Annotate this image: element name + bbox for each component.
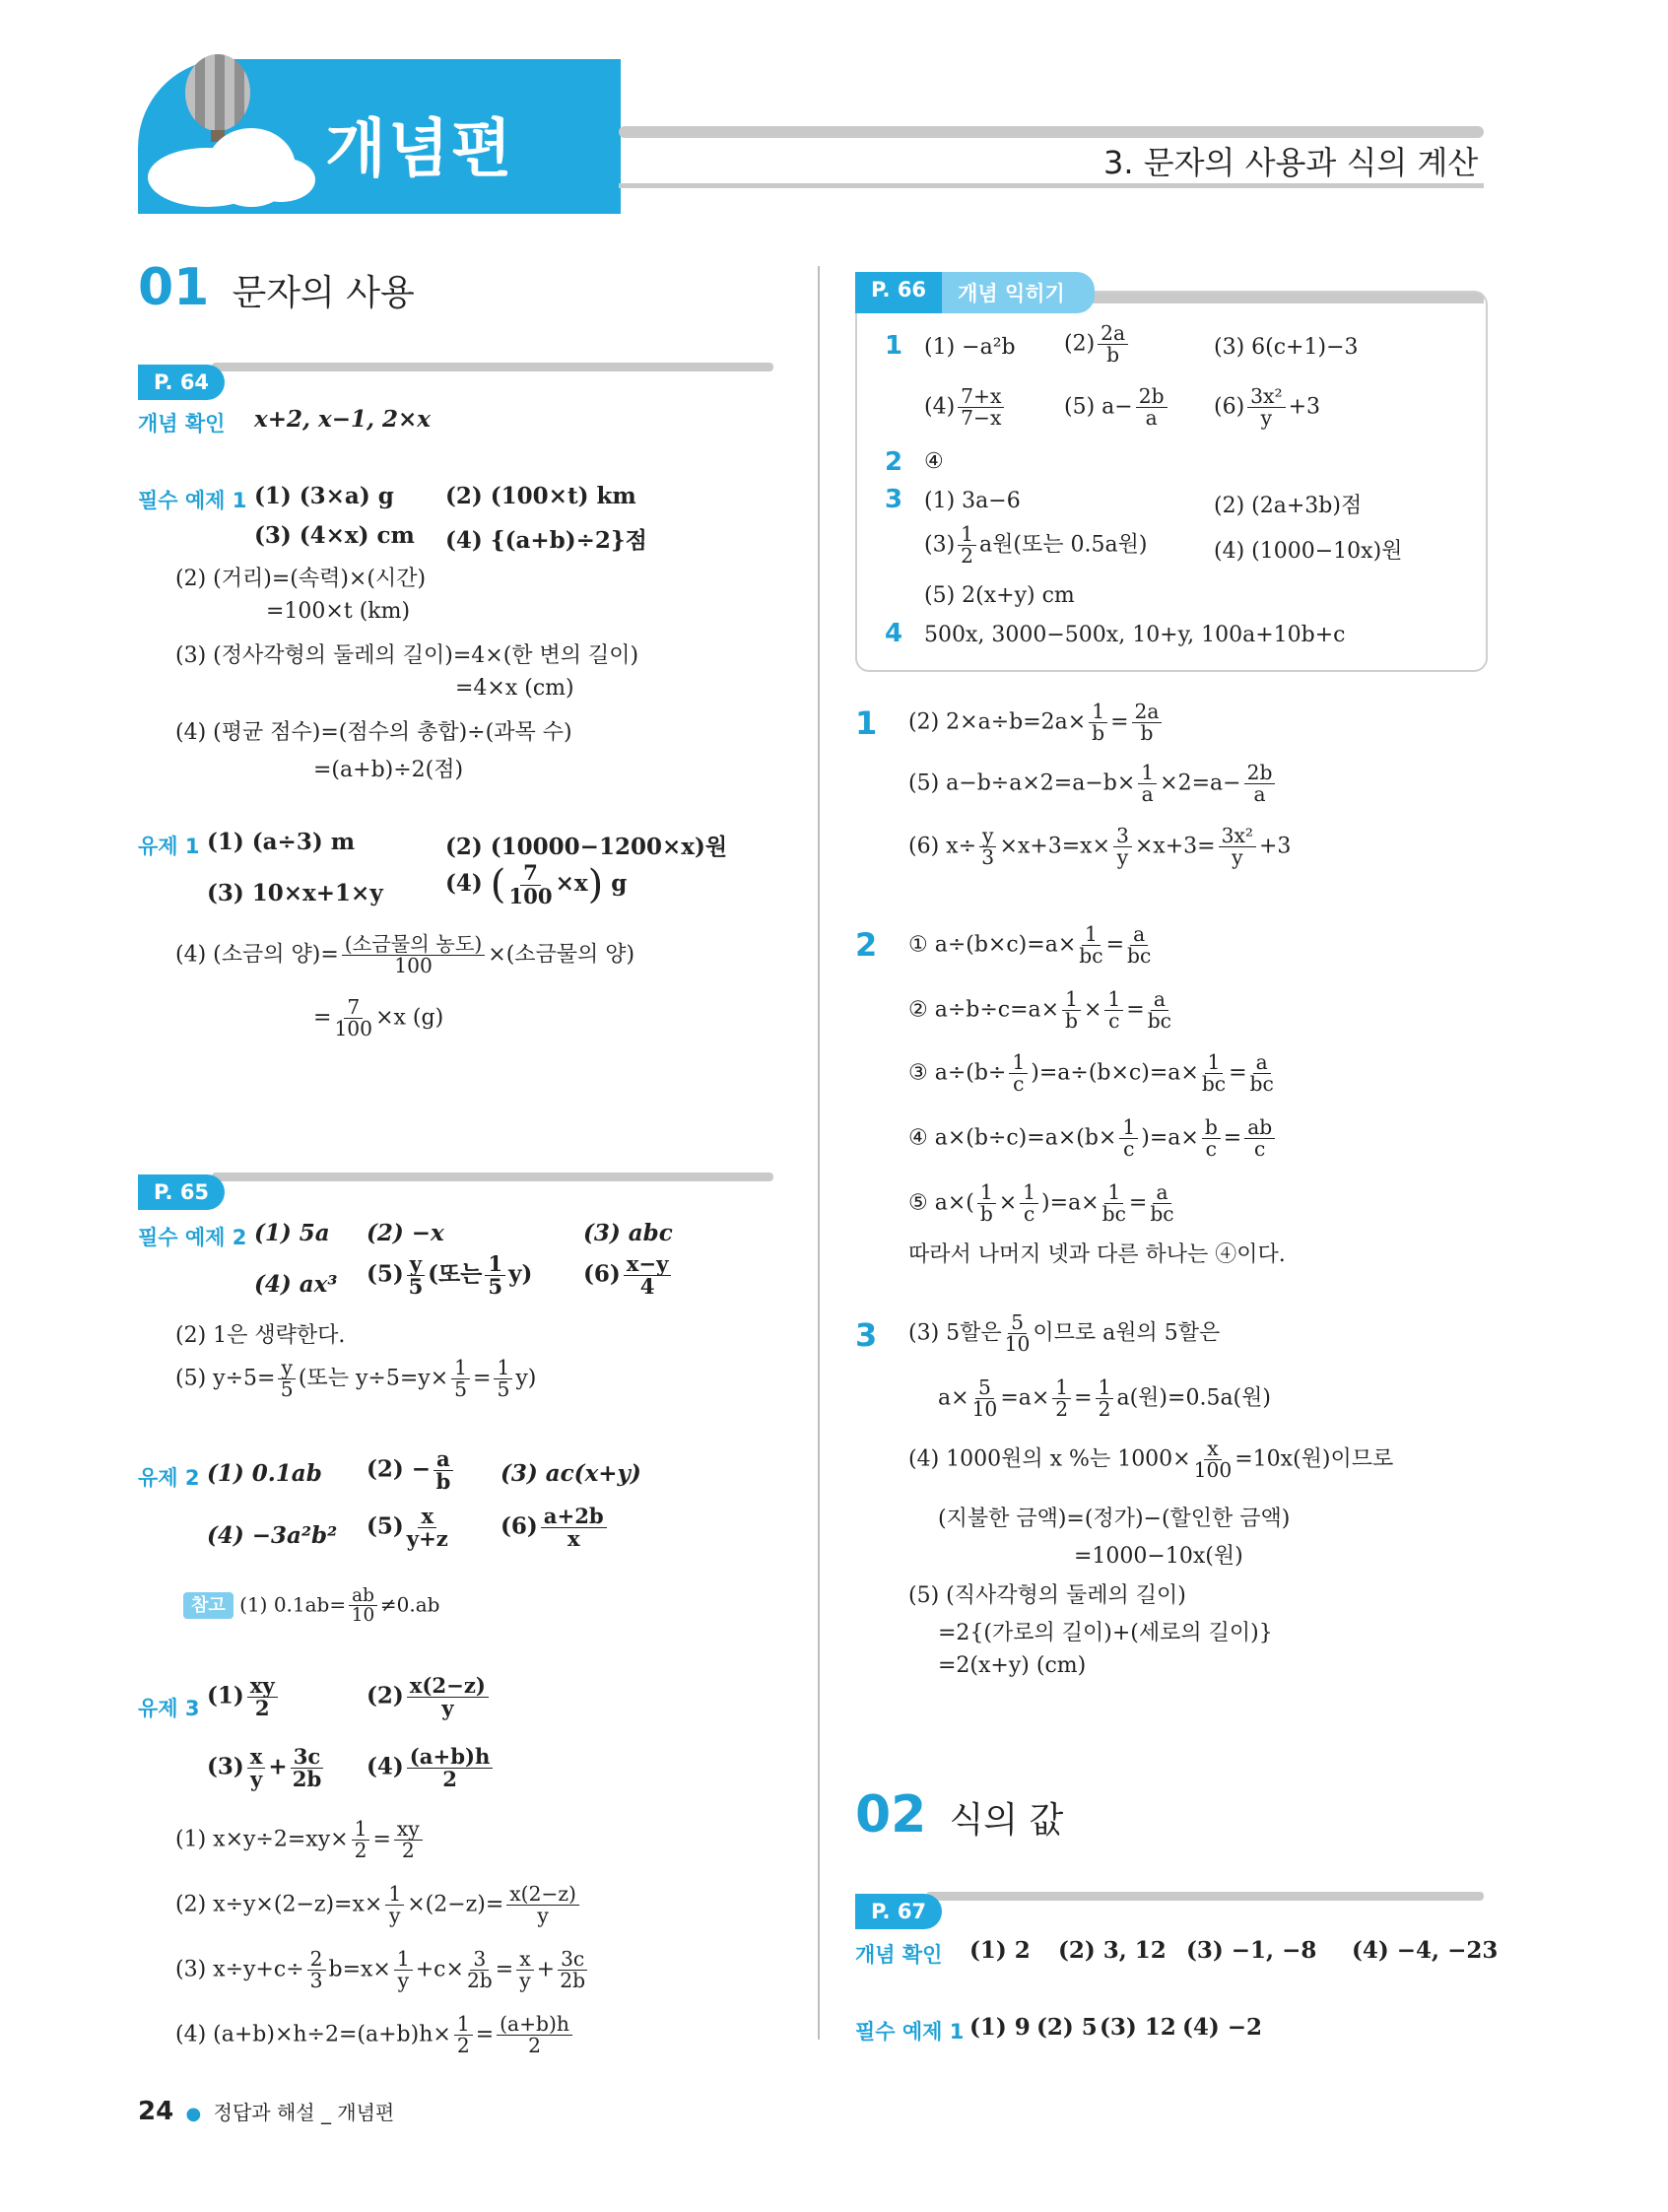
explanation: =(a+b)÷2(점)	[313, 758, 464, 782]
note-badge: 참고	[183, 1592, 234, 1619]
section-number: 01	[138, 258, 210, 317]
question-number: 4	[885, 619, 903, 648]
explanation: (5) a−b÷a×2=a−b× $\frac{1}{a}$ ×2=a− $\frac{2b}{a}$	[908, 763, 1278, 805]
cloud-icon	[246, 158, 315, 202]
explanation: (5) (직사각형의 둘레의 길이)	[908, 1583, 1186, 1608]
section-heading	[138, 258, 415, 317]
answer: (1) 3a−6	[924, 489, 1021, 513]
explanation: a× $\frac{5}{10}$ =a× $\frac{1}{2}$ = $\frac{1}{2}$ a(원)=0.5a(원)	[938, 1375, 1271, 1422]
solution-number: 2	[855, 926, 878, 964]
explanation: (5) y÷5= $\frac{y}{5}$ (또는 y÷5=y× $\frac{1}{5}$ = $\frac{1}{5}$ y)	[175, 1356, 537, 1402]
answer: (1) (3×a) g	[254, 483, 394, 509]
answer: (3) $\frac{x}{y}$ + $\frac{3c}{2b}$	[207, 1746, 326, 1790]
answer: (4) $\frac{7+x}{7-x}$	[924, 386, 1007, 429]
answer: (2) − $\frac{a}{b}$	[367, 1448, 456, 1493]
header-rule	[619, 183, 1484, 188]
explanation: ② a÷b÷c=a× $\frac{1}{b}$ × $\frac{1}{c}$ = $\frac{a}{bc}$	[908, 987, 1172, 1034]
answer: (3) 10×x+1×y	[207, 880, 383, 906]
answer: (6) $\frac{\text{3x²}}{y}$ +3	[1214, 384, 1321, 431]
answer: (1) $\frac{xy}{2}$	[207, 1675, 281, 1719]
explanation: (2) (거리)=(속력)×(시간)	[175, 567, 427, 591]
explanation: (4) (평균 점수)=(점수의 총합)÷(과목 수)	[175, 720, 572, 745]
explanation: (3) 5할은 $\frac{5}{10}$ 이므로 a원의 5할은	[908, 1310, 1221, 1357]
page-title: 개념편	[325, 113, 514, 186]
chapter-title: 3. 문자의 사용과 식의 계산	[1103, 144, 1479, 181]
bullet-icon: ●	[185, 2104, 202, 2124]
explanation: ① a÷(b×c)=a× $\frac{1}{bc}$ = $\frac{a}{bc}$	[908, 922, 1152, 969]
answer: (2) 5	[1036, 2014, 1098, 2041]
answer: (5) 2(x+y) cm	[924, 583, 1075, 608]
answer: (1) 9	[969, 2014, 1031, 2041]
explanation: (4) (소금의 양)= $\frac{\text{(소금물의 농도)}}{100}$ ×(소금물의 양)	[175, 932, 635, 978]
explanation: =100×t (km)	[266, 599, 411, 624]
page-badge: P. 65	[138, 1174, 225, 1210]
explanation: =2(x+y) (cm)	[938, 1653, 1087, 1678]
note: 참고 (1) 0.1ab= $\frac{ab}{10}$ ≠0.ab	[183, 1586, 439, 1626]
answer: (2) (10000−1200×x)원	[445, 834, 728, 860]
explanation: (2) 1은 생략한다.	[175, 1323, 346, 1348]
answer: ④	[924, 449, 944, 474]
page-badge: P. 67	[855, 1894, 942, 1929]
explanation: (2) x÷y×(2−z)=x× $\frac{1}{y}$ ×(2−z)= $\frac{x(2-z)}{y}$	[175, 1884, 582, 1926]
question-number: 3	[885, 485, 903, 514]
section-title: 식의 값	[949, 1800, 1064, 1841]
answer: (3) −1, −8	[1186, 1937, 1317, 1964]
example-label: 필수 예제 1	[855, 2020, 965, 2044]
concept-label: 개념 확인	[855, 1943, 943, 1967]
answer: (4) −4, −23	[1352, 1937, 1499, 1964]
section-heading	[855, 1785, 1063, 1844]
answer: (5) $\frac{x}{y+z}$	[367, 1504, 448, 1552]
answer: (1) 5a	[254, 1220, 330, 1246]
footer	[138, 2097, 394, 2126]
practice-label: 개념 익히기	[942, 272, 1095, 313]
answer: (2) (100×t) km	[445, 483, 636, 509]
footer-text: 정답과 해설 _ 개념편	[213, 2101, 395, 2124]
answer: (1) (a÷3) m	[207, 829, 356, 855]
answer: (2) $\frac{x(2-z)}{y}$	[367, 1675, 492, 1719]
answer: (2) −x	[367, 1220, 444, 1246]
answer: (4) −3a²b²	[207, 1522, 338, 1549]
explanation: (2) 2×a÷b=2a× $\frac{1}{b}$ = $\frac{2a}{b}$	[908, 702, 1165, 744]
answer: (3) abc	[583, 1220, 673, 1246]
explanation: =1000−10x(원)	[1074, 1544, 1243, 1569]
practice-badge-group	[855, 272, 1095, 313]
column-divider	[818, 266, 820, 2040]
explanation: (1) x×y÷2=xy× $\frac{1}{2}$ = $\frac{xy}{2}$	[175, 1819, 426, 1861]
explanation: (6) x÷ $\frac{y}{3}$ ×x+3=x× $\frac{3}{y}$ ×x+3= $\frac{\text{3x²}}{y}$ +3	[908, 824, 1292, 870]
exercise-label: 유제 3	[138, 1697, 200, 1720]
example-label: 필수 예제 1	[138, 489, 247, 512]
badge-rule	[926, 1892, 1484, 1901]
page-number: 24	[138, 2097, 174, 2126]
answer: (6) $\frac{x-y}{4}$	[583, 1253, 674, 1298]
badge-rule	[212, 1173, 773, 1181]
explanation: =2{(가로의 길이)+(세로의 길이)}	[938, 1621, 1273, 1645]
solution-number: 1	[855, 704, 878, 742]
header-rule	[619, 126, 1484, 138]
solution-number: 3	[855, 1316, 878, 1354]
answer: (4) −2	[1182, 2014, 1263, 2041]
section-title: 문자의 사용	[232, 273, 415, 313]
explanation: = $\frac{7}{100}$ ×x (g)	[313, 995, 444, 1041]
answer: 500x, 3000−500x, 10+y, 100a+10b+c	[924, 623, 1346, 647]
answer: (4) $\frac{(a+b)h}{2}$	[367, 1746, 496, 1790]
answer: (3) $\frac{1}{2}$ a원(또는 0.5a원)	[924, 522, 1148, 569]
answer: (4) ax³	[254, 1271, 338, 1298]
answer: (2) 3, 12	[1058, 1937, 1167, 1964]
answer: (3) ac(x+y)	[500, 1460, 641, 1487]
balloon-icon	[185, 54, 250, 131]
page-badge: P. 64	[138, 365, 225, 400]
explanation: (4) 1000원의 x %는 1000× $\frac{x}{100}$ =10x(원)이므로	[908, 1437, 1394, 1483]
answer: (6) $\frac{a+2b}{x}$	[500, 1506, 610, 1550]
answer: (1) 0.1ab	[207, 1460, 322, 1487]
explanation: (4) (a+b)×h÷2=(a+b)h× $\frac{1}{2}$ = $\frac{(a+b)h}{2}$	[175, 2014, 575, 2056]
explanation: (3) x÷y+c÷ $\frac{2}{3}$ b=x× $\frac{1}{y}$ +c× $\frac{3}{2b}$ = $\frac{x}{y}$ + $\frac{3c}{2b}$	[175, 1949, 590, 1991]
section-number: 02	[855, 1785, 927, 1844]
answer: (2) (2a+3b)점	[1214, 494, 1363, 518]
explanation: (3) (정사각형의 둘레의 길이)=4×(한 변의 길이)	[175, 643, 639, 668]
concept-answer: x+2, x−1, 2×x	[254, 406, 431, 433]
badge-rule	[212, 363, 773, 371]
exercise-label: 유제 2	[138, 1466, 200, 1490]
answer: (5) $\frac{y}{5}$ (또는 $\frac{1}{5}$ y)	[367, 1251, 533, 1300]
explanation: ④ a×(b÷c)=a×(b× $\frac{1}{c}$ )=a× $\frac{b}{c}$ = $\frac{ab}{c}$	[908, 1117, 1278, 1160]
explanation: (지불한 금액)=(정가)−(할인한 금액)	[938, 1507, 1291, 1531]
exercise-label: 유제 1	[138, 835, 200, 858]
answer: (3) 12	[1100, 2014, 1176, 2041]
explanation: ⑤ a×( $\frac{1}{b}$ × $\frac{1}{c}$ )=a× $\frac{1}{bc}$ = $\frac{a}{bc}$	[908, 1180, 1174, 1227]
page-badge: P. 66	[855, 272, 942, 313]
concept-label: 개념 확인	[138, 412, 226, 436]
question-number: 1	[885, 331, 903, 361]
answer: (4) (1000−10x)원	[1214, 539, 1403, 564]
answer: (3) (4×x) cm	[254, 522, 415, 549]
answer: (5) a− $\frac{2b}{a}$	[1064, 386, 1170, 429]
answer: (2) $\frac{2a}{b}$	[1064, 323, 1131, 366]
answer: (4) ( $\frac{7}{100}$ ×x) g	[445, 860, 628, 908]
example-label: 필수 예제 2	[138, 1226, 247, 1249]
answer: (3) 6(c+1)−3	[1214, 335, 1359, 360]
explanation: =4×x (cm)	[455, 676, 574, 701]
conclusion: 따라서 나머지 넷과 다른 하나는 ④이다.	[908, 1242, 1286, 1267]
answer: (1) 2	[969, 1937, 1031, 1964]
explanation: ③ a÷(b÷ $\frac{1}{c}$ )=a÷(b×c)=a× $\frac{1}{bc}$ = $\frac{a}{bc}$	[908, 1050, 1274, 1097]
answer: (4) {(a+b)÷2}점	[445, 527, 647, 554]
answer: (1) −a²b	[924, 335, 1016, 360]
question-number: 2	[885, 447, 903, 477]
